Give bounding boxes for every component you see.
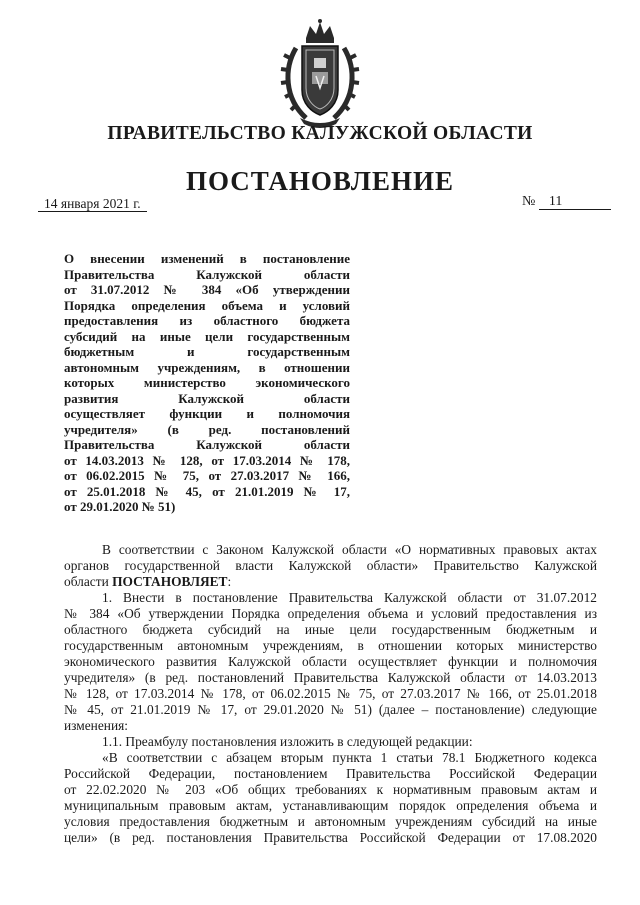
subject-line: О внесении изменений в постановление (64, 251, 350, 266)
document-subject (64, 251, 350, 515)
text-line: области (64, 574, 109, 589)
number-label: № (522, 194, 536, 209)
text-line: областного бюджета субсидий на иные цели государственным бюджетным и (64, 622, 597, 637)
subject-line: предоставления из областного бюджета (64, 313, 350, 328)
text-line: органов государственной власти Калужской области» Правительство Калужской (64, 558, 597, 573)
number-value: 11 (539, 195, 611, 210)
document-type: ПОСТАНОВЛЕНИЕ (185, 166, 455, 196)
resolves-keyword: ПОСТАНОВЛЯЕТ (112, 574, 228, 589)
text-line: № 384 «Об утверждении Порядка определения объема и условий предоставления из (64, 606, 597, 621)
subject-line: от 29.01.2020 № 51) (64, 499, 176, 514)
text-line: 1. Внести в постановление Правительства Калужской области от 31.07.2012 (102, 590, 597, 605)
text-line: В соответствии с Законом Калужской области «О нормативных правовых актах (102, 542, 597, 557)
paragraph-quote-cont (64, 766, 597, 846)
subject-line: от 25.01.2018 № 45, от 21.01.2019 № 17, (64, 483, 350, 499)
text-line: цели» (в ред. постановления Правительства Российской Федерации от 17.08.2020 (64, 830, 597, 845)
text-line: государственным автономным учреждениям, в отношении которых министерство (64, 638, 597, 653)
text-line: 1.1. Преамбулу постановления изложить в следующей редакции: (102, 734, 473, 749)
subject-line: автономным учреждениям, в отношении (64, 359, 350, 375)
text-line: изменения: (64, 718, 129, 733)
document-number (522, 194, 611, 210)
subject-line: Правительства Калужской области (64, 437, 350, 452)
subject-line: от 31.07.2012 № 384 «Об утверждении (64, 282, 350, 297)
text-line: условия предоставления бюджетным и автономным учреждениям субсидий на иные (64, 814, 597, 829)
subject-line: от 06.02.2015 № 75, от 27.03.2017 № 166, (64, 468, 350, 483)
text-line: от 22.02.2020 № 203 «Об общих требованиях к нормативным правовым актам и (64, 782, 597, 797)
coat-of-arms-icon (276, 18, 364, 130)
text-line: № 128, от 17.03.2014 № 178, от 06.02.2015 № 75, от 27.03.2017 № 166, от 25.01.2018 (64, 686, 597, 701)
paragraph-preamble-cont (64, 558, 597, 590)
subject-line: осуществляет функции и полномочия (64, 406, 350, 421)
text-punct: : (227, 574, 232, 589)
text-line: учредителя» (в ред. постановлений Правительства Калужской области от 14.03.2013 (64, 670, 597, 685)
subject-line: развития Калужской области (64, 390, 350, 406)
text-line: муниципальным правовым актам, устанавливающим порядок определения объема и (64, 798, 597, 813)
text-line: Российской Федерации, постановлением Правительства Российской Федерации (64, 766, 597, 781)
text-line: экономического развития Калужской области осуществляет функции и полномочия (64, 654, 597, 669)
subject-line: бюджетным и государственным (64, 344, 350, 359)
subject-line: субсидий на иные цели государственным (64, 328, 350, 344)
paragraph-quote (64, 750, 597, 766)
subject-line: от 14.03.2013 № 128, от 17.03.2014 № 178, (64, 452, 350, 468)
paragraph-item-1 (64, 590, 597, 606)
subject-line: Правительства Калужской области (64, 266, 350, 282)
document-body (64, 542, 597, 846)
subject-line: учредителя» (в ред. постановлений (64, 421, 350, 437)
paragraph-preamble (64, 542, 597, 558)
document-date: 14 января 2021 г. (38, 197, 147, 212)
subject-line: которых министерство экономического (64, 375, 350, 390)
text-line: «В соответствии с абзацем вторым пункта 1 статьи 78.1 Бюджетного кодекса (102, 750, 597, 765)
government-title: ПРАВИТЕЛЬСТВО КАЛУЖСКОЙ ОБЛАСТИ (107, 123, 533, 144)
paragraph-item-1-1 (64, 734, 597, 750)
text-line: № 45, от 21.01.2019 № 17, от 29.01.2020 № 51) (далее – постановление) следующие (64, 702, 597, 717)
paragraph-item-1-cont (64, 606, 597, 734)
subject-line: Порядка определения объема и условий (64, 297, 350, 313)
